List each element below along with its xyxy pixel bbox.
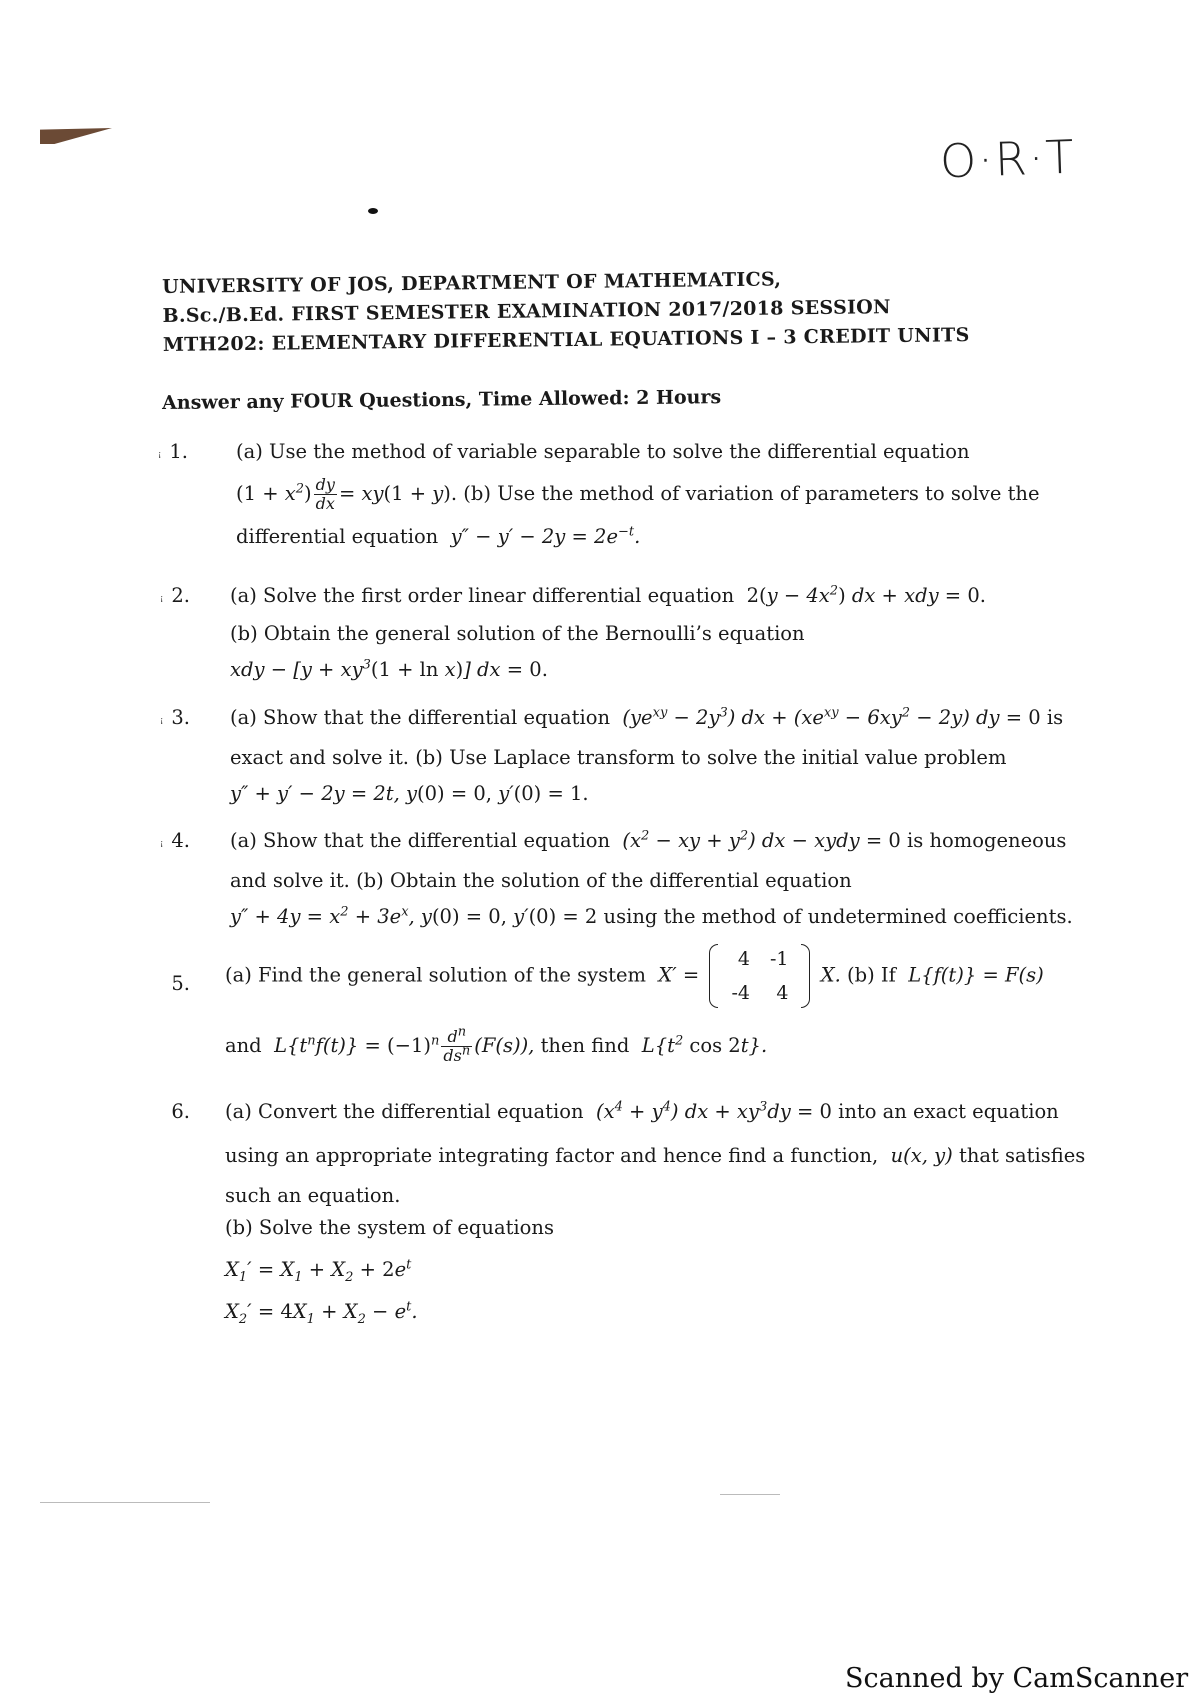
scan-artifact [720,1494,780,1495]
equation: xdy − $[y + xy^3(1 + \ln x)]$ dx = 0. [230,657,548,681]
equation: ($x^2$ − xy + $y^2$) dx − xydy = 0 [616,828,901,852]
question-number: 3. [171,706,190,729]
tick-mark: ꜟ [159,712,164,728]
equation: $y'' + 4y = x^2 + 3e^x$, y(0) = 0, y′(0) = 2 [230,904,598,928]
question-text: (a) Find the general solution of the system [225,963,646,987]
matrix-cell: 4 [737,948,750,970]
question-text: (b) Use the method of variation of parameters to solve the [463,482,1040,505]
question-text: (b) If [846,963,896,987]
question-text: that satisfies [958,1144,1086,1167]
matrix-cell: -4 [731,982,750,1004]
question-number: 6. [171,1100,190,1123]
question-text: (b) Obtain the general solution of the Bernoulli’s equation [230,622,805,645]
coefficient-matrix [709,942,810,1010]
tick-mark: ꜟ [157,446,162,462]
equation: $X_1' = X_1 + X_2 + 2e^t$ [225,1257,412,1285]
question-text: (a) Show that the differential equation [230,706,611,729]
question-text: is [1046,706,1064,729]
tick-mark: ꜟ [159,835,164,851]
header-course: MTH202: ELEMENTARY DIFFERENTIAL EQUATIONS I – 3 CREDIT UNITS [162,324,970,356]
ink-dot [368,208,378,214]
handwritten-note: O·R·T [939,129,1077,189]
question-text: into an exact equation [838,1100,1059,1123]
tick-mark: ꜟ [159,590,164,606]
equation: $2(y - 4x^2)$ dx + xdy = 0. [746,583,986,607]
question-text: exact and solve it. (b) Use Laplace transform to solve the initial value problem [230,746,1007,769]
equation: $(1 + x^2)$ $\frac{dy}{dx}$ = xy(1 + y). [236,475,458,513]
question-number: 1. [169,440,188,463]
question-text: (a) Show that the differential equation [230,829,611,852]
equation: $L\{t^2$ cos 2t}. [635,1033,768,1057]
question-text: such an equation. [225,1184,401,1207]
question-text: then find [540,1034,630,1057]
question-text: and solve it. (b) Obtain the solution of the differential equation [230,869,852,892]
question-number: 4. [171,829,190,852]
equation: $(x^4 + y^4)$ dx + $xy^3dy = 0$ [589,1099,832,1123]
scan-artifact [40,1502,210,1503]
question-text: (b) Solve the system of equations [225,1216,554,1239]
equation: X. [820,963,841,987]
equation: $X_2' = 4X_1 + X_2 - e^t$. [225,1299,418,1327]
equation: $(ye^{xy} - 2y^3)$ dx + $(xe^{xy} - 6xy^2 - 2y)$ dy = 0 [616,705,1041,729]
question-text: differential equation [236,525,439,548]
equation: u(x, y) [884,1144,953,1167]
matrix-cell: 4 [776,982,789,1004]
matrix-cell: -1 [769,948,789,970]
header-session: B.Sc./B.Ed. FIRST SEMESTER EXAMINATION 2017/2018 SESSION [162,296,891,327]
question-number: 5. [171,972,190,995]
question-text: using the method of undetermined coefficients. [603,905,1073,928]
question-text: and [225,1034,262,1057]
equation: $L\{t^nf(t)\} = (-1)^n$ $\frac{d^n}{ds^n}$ (F(s)), [267,1024,535,1065]
header-university: UNIVERSITY OF JOS, DEPARTMENT OF MATHEMATICS, [162,268,782,298]
equation: $y'' - y' - 2y = 2e^{-t}$. [444,524,641,548]
question-number: 2. [171,584,190,607]
equation: y″ + y′ − 2y = 2t, y(0) = 0, y′(0) = 1. [230,782,589,805]
question-text: using an appropriate integrating factor and hence find a function, [225,1144,879,1167]
exam-header [162,262,1023,360]
question-text: (a) Solve the first order linear differential equation [230,584,735,607]
corner-scan-mark [40,128,112,144]
question-text: (a) Use the method of variable separable to solve the differential equation [236,440,970,463]
equation: L{f(t)} = F(s) [902,963,1044,987]
question-text: is homogeneous [907,829,1067,852]
question-text: (a) Convert the differential equation [225,1100,584,1123]
scanner-watermark: Scanned by CamScanner [845,1663,1189,1694]
instructions: Answer any FOUR Questions, Time Allowed: 2 Hours [162,386,722,414]
equation: X′ = [652,963,700,987]
